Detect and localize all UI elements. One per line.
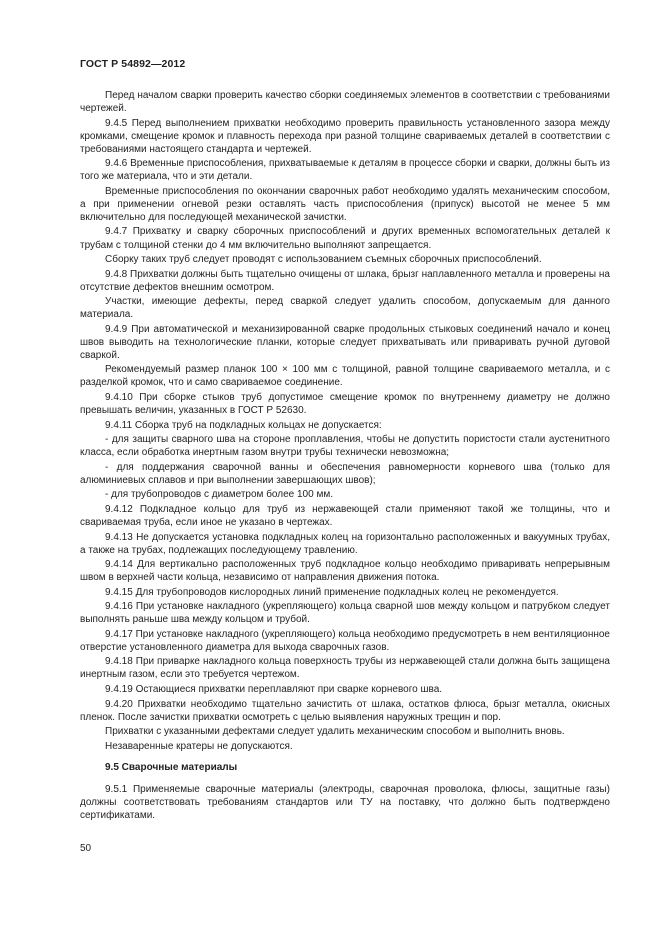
paragraph: 9.4.6 Временные приспособления, прихватываемые к деталям в процессе сборки и сварки, должны быть из того же материала, что и эти детали. <box>80 158 610 183</box>
paragraph: Незаваренные кратеры не допускаются. <box>105 740 293 752</box>
section-heading: 9.5 Сварочные материалы <box>105 761 238 773</box>
paragraph: Перед началом сварки проверить качество сборки соединяемых элементов в соответствии с требованиями чертежей. <box>80 90 610 115</box>
list-item: - для защиты сварного шва на стороне проплавления, чтобы не допустить пористости стали аустенитного класса, если обработка инертным газом внутри трубы технически невозможна; <box>80 434 610 459</box>
paragraph: Прихватки с указанными дефектами следует удалить механическим способом и выполнить вновь. <box>105 726 565 738</box>
paragraph: Сборку таких труб следует проводят с использованием съемных сборочных приспособлений. <box>105 254 542 266</box>
paragraph: Рекомендуемый размер планок 100 × 100 мм с толщиной, равной толщине свариваемого металла, и с разделкой кромок, что и само свариваемое соединение. <box>80 364 610 389</box>
paragraph: 9.4.5 Перед выполнением прихватки необходимо проверить правильность установленного зазора между кромками, смещение кромок и плавность перехода при разной толщине свариваемых деталей в соответствии с требованиями настоящего стандарта и чертежей. <box>80 117 610 155</box>
paragraph: 9.4.11 Сборка труб на подкладных кольцах не допускается: <box>105 419 382 431</box>
paragraph: 9.4.15 Для трубопроводов кислородных линий применение подкладных колец не рекомендуется. <box>105 586 559 598</box>
page-header-standard-title: ГОСТ Р 54892—2012 <box>80 58 186 70</box>
paragraph: 9.4.7 Прихватку и сварку сборочных приспособлений и других временных вспомогательных деталей к трубам с толщиной стенки до 4 мм включительно выполняют запрещается. <box>80 226 610 251</box>
list-item: - для поддержания сварочной ванны и обеспечения равномерности корневого шва (только для алюминиевых сплавов и при выполнении завершающих швов); <box>80 461 610 486</box>
paragraph: 9.4.9 При автоматической и механизированной сварке продольных стыковых соединений начало и конец швов выводить на технологические планки, которые следует прихватывать или приваривать ручной дуговой сваркой. <box>80 323 610 361</box>
list-item: - для трубопроводов с диаметром более 100 мм. <box>105 489 333 501</box>
paragraph: Участки, имеющие дефекты, перед сваркой следует удалить способом, допускаемым для данного материала. <box>80 296 610 321</box>
paragraph: 9.4.12 Подкладное кольцо для труб из нержавеющей стали применяют такой же толщины, что и свариваемая труба, если иное не указано в чертежах. <box>80 503 610 528</box>
paragraph: 9.4.16 При установке накладного (укрепляющего) кольца сварной шов между кольцом и патрубком следует выполнять раньше шва между кольцом и трубой. <box>80 601 610 626</box>
paragraph: Временные приспособления по окончании сварочных работ необходимо удалять механическим способом, а при применении огневой резки оставлять часть приспособления (припуск) высотой не менее 5 мм включительно для последующей механической зачистки. <box>80 185 610 223</box>
paragraph: 9.4.17 При установке накладного (укрепляющего) кольца необходимо предусмотреть в нем вентиляционное отверстие установленного диаметра для выхода сварочных газов. <box>80 628 610 653</box>
paragraph: 9.4.19 Остающиеся прихватки переплавляют при сварке корневого шва. <box>105 684 443 696</box>
paragraph: 9.4.18 При приварке накладного кольца поверхность трубы из нержавеющей стали должна быть защищена инертным газом, если это требуется чертежом. <box>80 656 610 681</box>
paragraph: 9.4.14 Для вертикально расположенных труб подкладное кольцо необходимо приваривать непрерывным швом в верхней части кольца, независимо от направления движения потока. <box>80 559 610 584</box>
paragraph: 9.4.13 Не допускается установка подкладных колец на горизонтально расположенных и вакуумных трубах, а также на трубах, подлежащих последующему травлению. <box>80 531 610 556</box>
page-number: 50 <box>80 843 92 854</box>
paragraph: 9.4.20 Прихватки необходимо тщательно зачистить от шлака, остатков флюса, брызг металла, окисных пленок. После зачистки прихватки осмотреть с целью выявления наружных трещин и пор. <box>80 698 610 723</box>
paragraph: 9.5.1 Применяемые сварочные материалы (электроды, сварочная проволока, флюсы, защитные газы) должны соответствовать требованиям стандартов или ТУ на поставку, что должно быть подтверждено сертификатами. <box>80 783 610 821</box>
paragraph: 9.4.8 Прихватки должны быть тщательно очищены от шлака, брызг наплавленного металла и проверены на отсутствие дефектов внешним осмотром. <box>80 268 610 293</box>
document-body <box>80 89 610 823</box>
paragraph: 9.4.10 При сборке стыков труб допустимое смещение кромок по внутреннему диаметру не должно превышать величин, указанных в ГОСТ Р 52630. <box>80 392 610 417</box>
